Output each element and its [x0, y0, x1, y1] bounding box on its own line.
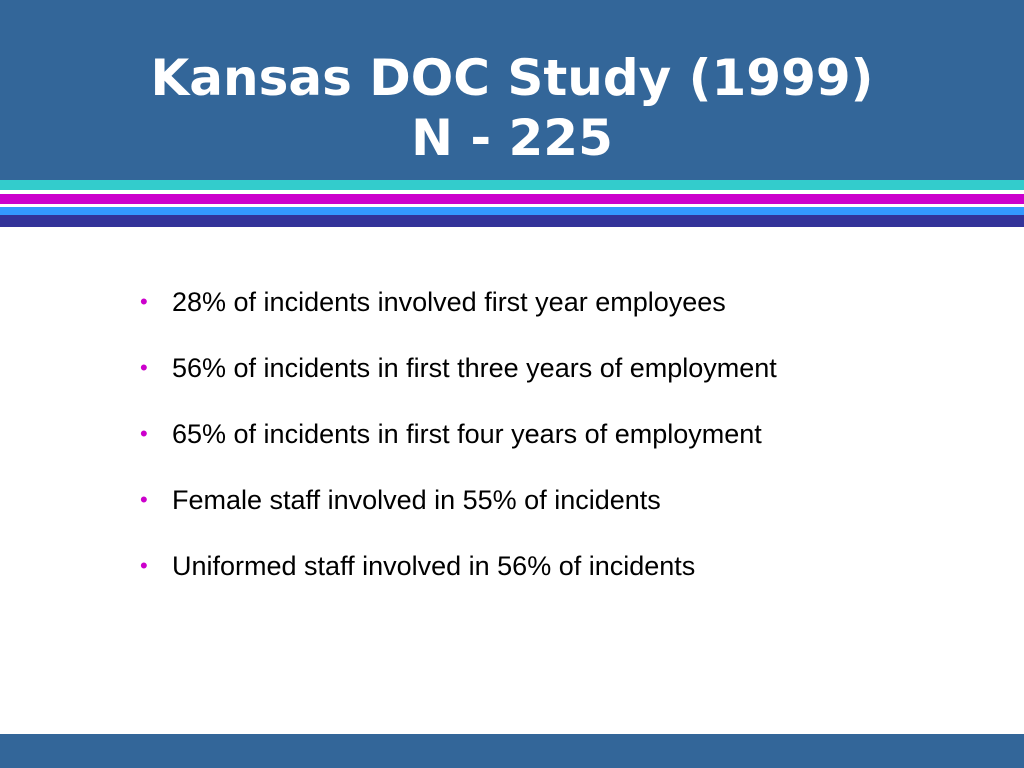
slide-title [0, 48, 1024, 168]
stripe-blue [0, 207, 1024, 215]
bullet-item [140, 346, 777, 412]
bullet-text: Uniformed staff involved in 56% of incidents [172, 551, 696, 581]
title-line-2: N - 225 [411, 109, 613, 167]
bullet-item [140, 478, 777, 544]
bullet-icon: • [140, 553, 148, 578]
bullet-text: 65% of incidents in first four years of employment [172, 419, 762, 449]
bullet-item [140, 280, 777, 346]
footer-bar [0, 734, 1024, 768]
bullet-list [140, 280, 777, 610]
bullet-icon: • [140, 289, 148, 314]
bullet-icon: • [140, 487, 148, 512]
bullet-item [140, 412, 777, 478]
stripe-cyan [0, 180, 1024, 190]
bullet-text: 56% of incidents in first three years of employment [172, 353, 777, 383]
title-header [0, 0, 1024, 180]
bullet-icon: • [140, 355, 148, 380]
title-line-1: Kansas DOC Study (1999) [150, 49, 874, 107]
bullet-text: Female staff involved in 55% of incidents [172, 485, 661, 515]
bullet-text: 28% of incidents involved first year employees [172, 287, 726, 317]
bullet-icon: • [140, 421, 148, 446]
stripe-magenta [0, 194, 1024, 204]
stripe-navy [0, 215, 1024, 227]
bullet-item [140, 544, 777, 610]
